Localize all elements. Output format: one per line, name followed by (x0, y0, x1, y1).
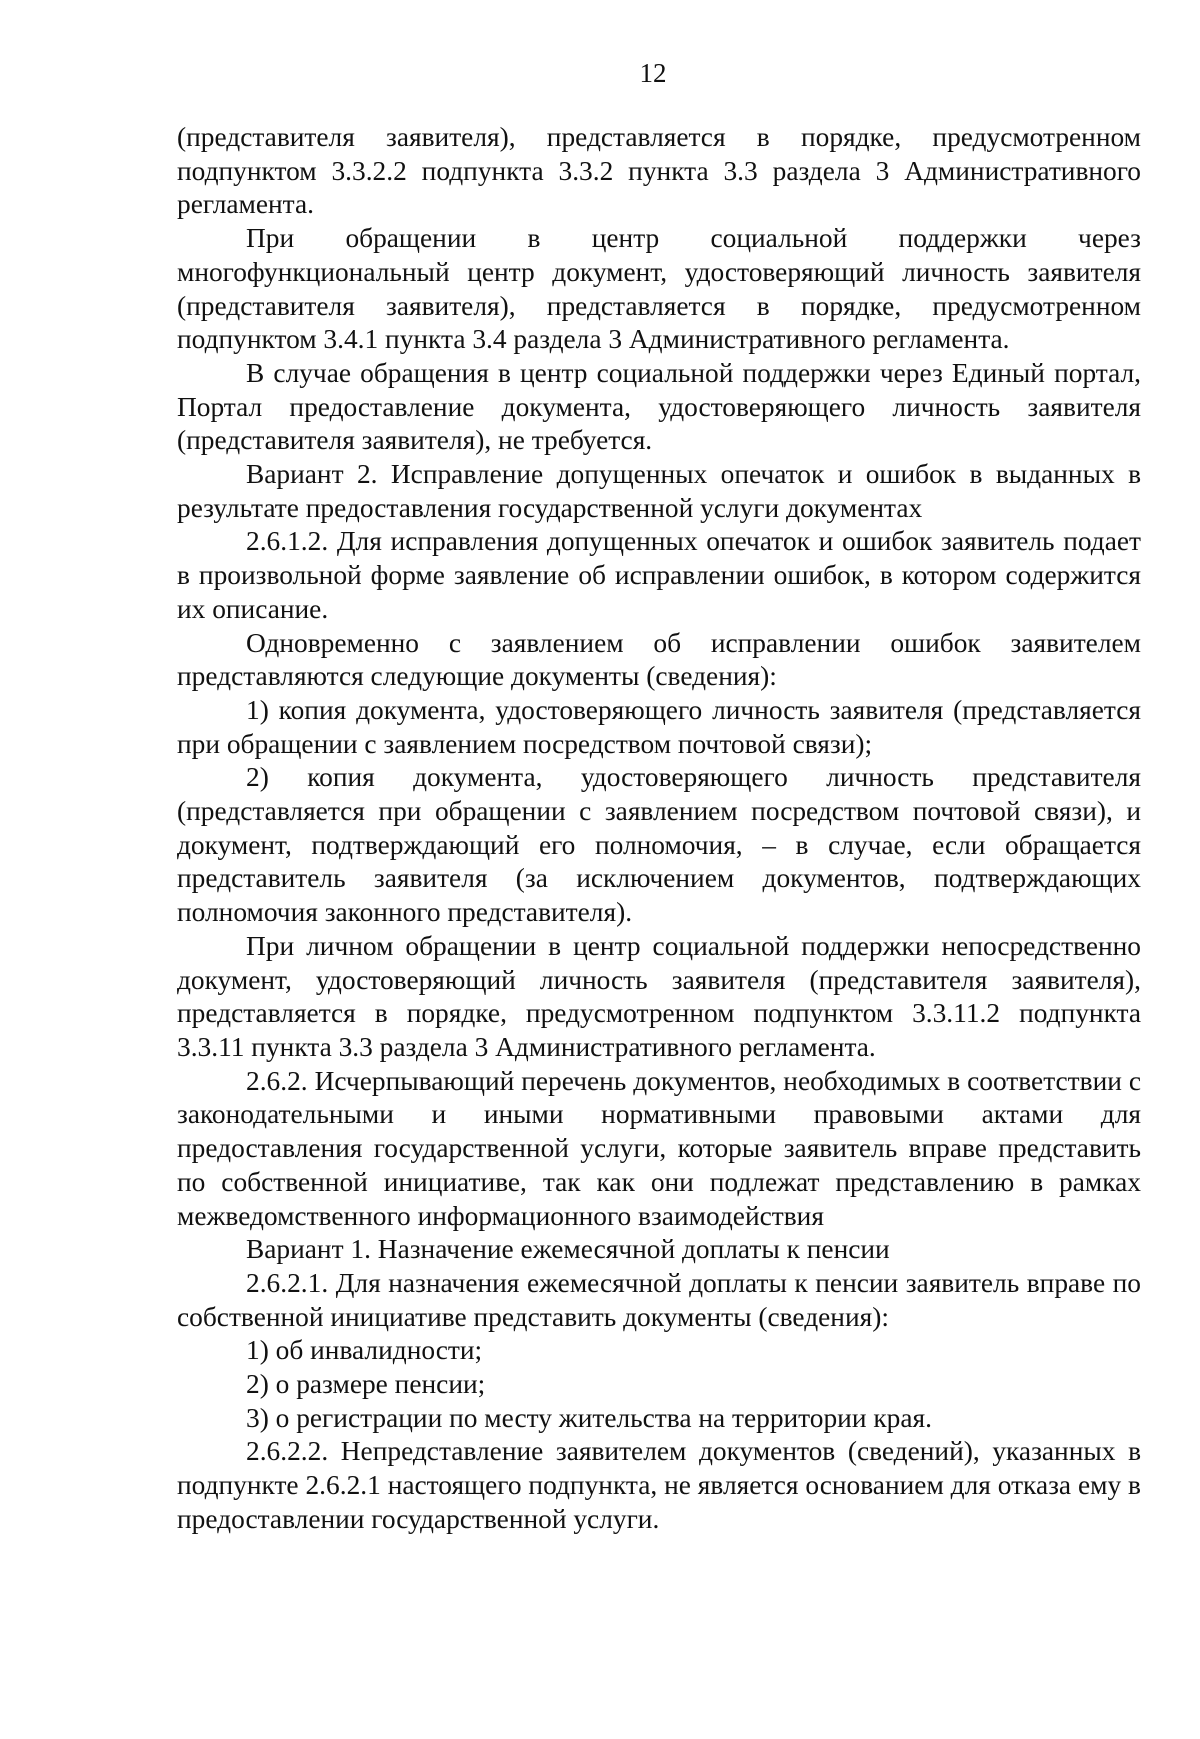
variant-2-heading: Вариант 2. Исправление допущенных опечаток и ошибок в выданных в результате предоставления государственной услуги документах (177, 459, 1141, 523)
list-item-disability: 1) об инвалидности; (246, 1335, 483, 1366)
paragraph-2-6-1-2: 2.6.1.2. Для исправления допущенных опечаток и ошибок заявитель подает в произвольной форме заявление об исправлении ошибок, в котором содержится их описание. (177, 526, 1141, 624)
paragraph-continuation: (представителя заявителя), представляется в порядке, предусмотренном подпунктом 3.3.2.2 подпункта 3.3.2 пункта 3.3 раздела 3 Административного регламента. (177, 122, 1141, 220)
paragraph-2-6-2-2: 2.6.2.2. Непредставление заявителем документов (сведений), указанных в подпункте 2.6.2.1 настоящего подпункта, не является основанием для отказа ему в предоставлении государственной услуги. (177, 1436, 1141, 1534)
paragraph-mfc-identity: При обращении в центр социальной поддержки через многофункциональный центр документ, удостоверяющий личность заявителя (представителя заявителя), представляется в порядке, предусмотренном подпунктом 3.4.1 пункта 3.4 раздела 3 Административного регламента. (177, 223, 1141, 355)
list-item-registration: 3) о регистрации по месту жительства на территории края. (246, 1402, 932, 1433)
paragraph-documents-intro: Одновременно с заявлением об исправлении ошибок заявителем представляются следующие документы (сведения): (177, 627, 1141, 692)
list-item-2: 2) копия документа, удостоверяющего личность представителя (представляется при обращении с заявлением посредством почтовой связи), и документ, подтверждающий его полномочия, – в случае, если обращается представитель заявителя (за исключением документов, подтверждающих полномочия законного представителя). (177, 762, 1141, 928)
paragraph-personal-visit: При личном обращении в центр социальной поддержки непосредственно документ, удостоверяющий личность заявителя (представителя заявителя), представляется в порядке, предусмотренном подпунктом 3.3.11.2 подпункта 3.3.11 пункта 3.3 раздела 3 Административного регламента. (177, 930, 1141, 1062)
list-item-1: 1) копия документа, удостоверяющего личность заявителя (представляется при обращении с заявлением посредством почтовой связи); (177, 694, 1141, 759)
paragraph-2-6-2-1: 2.6.2.1. Для назначения ежемесячной доплаты к пенсии заявитель вправе по собственной инициативе представить документы (сведения): (177, 1267, 1141, 1332)
document-body (177, 121, 1141, 1537)
page-number: 12 (639, 58, 667, 88)
list-item-pension-size: 2) о размере пенсии; (246, 1369, 486, 1400)
paragraph-2-6-2: 2.6.2. Исчерпывающий перечень документов, необходимых в соответствии с законодательными и иными нормативными правовыми актами для предоставления государственной услуги, которые заявитель вправе представить по собственной инициативе, так как они подлежат представлению в рамках межведомственного информационного взаимодействия (177, 1065, 1141, 1231)
paragraph-portal-identity: В случае обращения в центр социальной поддержки через Единый портал, Портал предоставление документа, удостоверяющего личность заявителя (представителя заявителя), не требуется. (177, 357, 1141, 456)
variant-1-heading: Вариант 1. Назначение ежемесячной доплаты к пенсии (246, 1234, 890, 1265)
